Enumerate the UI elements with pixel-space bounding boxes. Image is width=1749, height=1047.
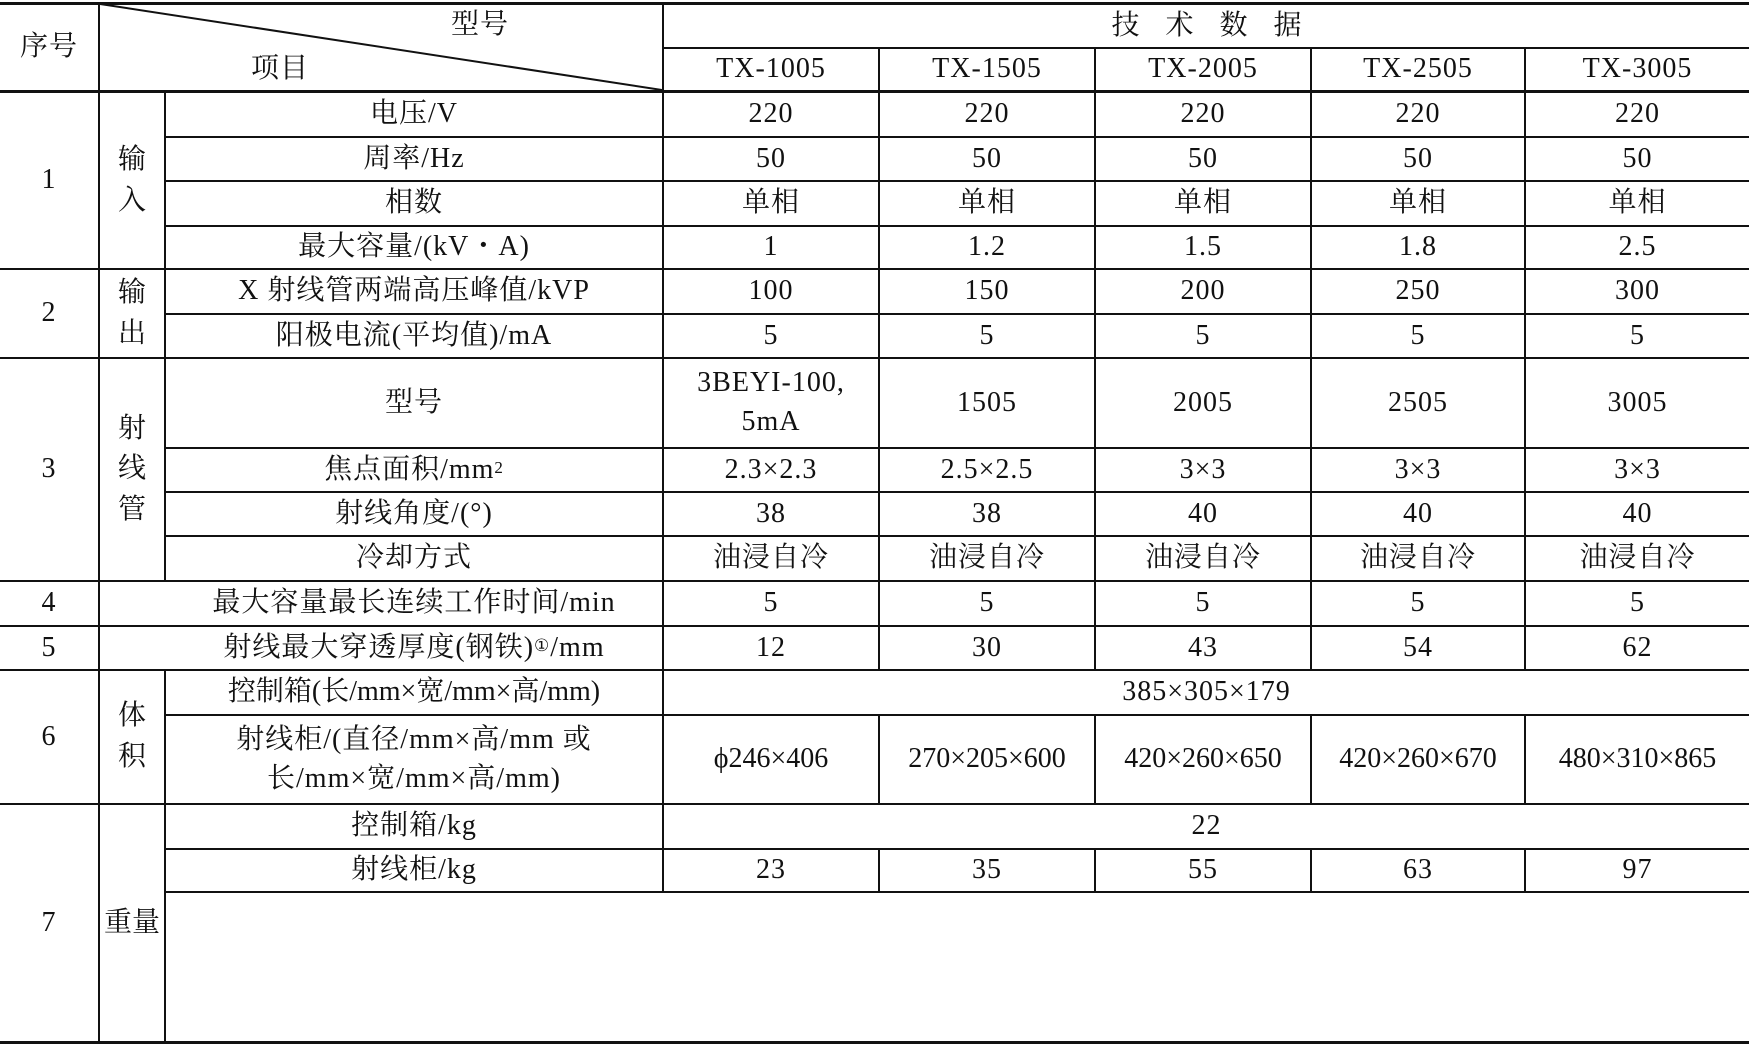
row-peak-kv-value: 300: [1615, 275, 1660, 307]
row-phase-value: 单相: [957, 187, 1016, 219]
row-tube-model-value: 2005: [1173, 386, 1233, 418]
row-ray-cabinet-weight-item: 射线柜/kg: [351, 854, 477, 886]
header-model-tx3005: TX-3005: [1582, 53, 1693, 85]
row-ray-cabinet-weight-value: 35: [972, 854, 1002, 886]
row-voltage-value: 220: [748, 98, 794, 130]
row-ray-angle-value: 40: [1622, 497, 1653, 529]
row-max-work-time-value: 5: [1630, 587, 1645, 619]
row-ray-angle-value: 38: [972, 497, 1002, 529]
row-focal-area-value: 2.5×2.5: [940, 453, 1034, 485]
row-penetration-value: 30: [972, 631, 1002, 663]
row-ray-cabinet-size-value: 420×260×670: [1339, 743, 1497, 775]
row-max-capacity-value: 1.2: [968, 231, 1006, 263]
header-model-tx2005: TX-2005: [1148, 53, 1258, 85]
header-item-label: 项目: [250, 52, 309, 84]
row-max-work-time-value: 5: [979, 587, 995, 619]
row-phase-value: 单相: [1173, 187, 1232, 219]
header-seq-label: 序号: [19, 31, 78, 63]
row-frequency-value: 50: [1622, 142, 1653, 174]
row-max-work-time-value: 5: [1195, 587, 1211, 619]
header-model-tx1505: TX-1505: [932, 53, 1042, 85]
row-ray-angle-item: 射线角度/(°): [335, 497, 493, 529]
row-tube-model-value: 2505: [1388, 386, 1448, 418]
row-peak-kv-item: X 射线管两端高压峰值/kVP: [238, 275, 590, 307]
row-peak-kv-value: 100: [748, 275, 794, 307]
row-ray-cabinet-size-item: 射线柜/(直径/mm×高/mm 或 长/mm×宽/mm×高/mm): [236, 723, 592, 794]
seq-2: 2: [41, 297, 57, 329]
row-ray-angle-value: 40: [1403, 497, 1433, 529]
group-label-output: 输 出: [117, 276, 146, 349]
group-label-weight: 重量: [103, 906, 160, 938]
row-focal-area-value: 3×3: [1179, 453, 1227, 485]
row-anode-current-value: 5: [1195, 319, 1211, 351]
row-anode-current-value: 5: [763, 319, 779, 351]
row-voltage-value: 220: [1180, 98, 1226, 130]
row-frequency-value: 50: [1188, 142, 1218, 174]
row-max-work-time-item: 最大容量最长连续工作时间/min: [212, 587, 616, 619]
row-phase-item: 相数: [384, 187, 443, 219]
row-ray-cabinet-weight-value: 55: [1188, 854, 1218, 886]
row-voltage-value: 220: [1615, 98, 1660, 130]
row-ray-cabinet-weight-value: 23: [756, 854, 786, 886]
row-cooling-value: 油浸自冷: [712, 542, 829, 574]
row-penetration-item: 射线最大穿透厚度(钢铁) ① /mm: [223, 631, 605, 663]
row-peak-kv-value: 250: [1395, 275, 1441, 307]
row-cooling-value: 油浸自冷: [1359, 542, 1476, 574]
seq-4: 4: [41, 587, 57, 619]
header-model-label: 型号: [450, 8, 509, 40]
row-anode-current-value: 5: [1410, 319, 1426, 351]
row-peak-kv-value: 150: [964, 275, 1010, 307]
row-peak-kv-value: 200: [1180, 275, 1226, 307]
row-focal-area-item: 焦点面积/mm $^2$: [324, 453, 504, 485]
row-voltage-value: 220: [1395, 98, 1441, 130]
row-ray-cabinet-size-value: ϕ246×406: [713, 743, 829, 775]
row-max-capacity-value: 1.5: [1184, 231, 1222, 263]
row-max-work-time-value: 5: [1410, 587, 1426, 619]
seq-6: 6: [41, 720, 57, 752]
row-control-box-weight-value: 22: [1191, 810, 1222, 842]
table-bottom-rule: [0, 1041, 1749, 1044]
row-anode-current-value: 5: [979, 319, 995, 351]
row-focal-area-value: 3×3: [1614, 453, 1661, 485]
row-cooling-value: 油浸自冷: [928, 542, 1045, 574]
row-ray-cabinet-weight-value: 63: [1403, 854, 1433, 886]
row-penetration-value: 62: [1622, 631, 1653, 663]
row-anode-current-value: 5: [1630, 319, 1645, 351]
row-ray-cabinet-size-value: 270×205×600: [908, 743, 1066, 775]
row-control-box-weight-item: 控制箱/kg: [351, 810, 477, 842]
row-focal-area-value: 2.3×2.3: [724, 453, 818, 485]
row-phase-value: 单相: [1388, 187, 1447, 219]
row-ray-cabinet-size-value: 420×260×650: [1124, 743, 1282, 775]
seq-3: 3: [41, 453, 57, 485]
row-voltage-item: 电压/V: [369, 98, 458, 130]
row-frequency-value: 50: [1403, 142, 1433, 174]
group-label-input: 输 入: [117, 143, 146, 216]
row-ray-cabinet-size-value: 480×310×865: [1558, 743, 1717, 775]
group-label-tube: 射 线 管: [117, 412, 146, 525]
row-tube-model-item: 型号: [384, 386, 443, 418]
row-focal-area-value: 3×3: [1394, 453, 1442, 485]
row-phase-value: 单相: [1608, 187, 1667, 219]
row-ray-angle-value: 38: [756, 497, 786, 529]
row-frequency-value: 50: [756, 142, 786, 174]
row-penetration-value: 12: [756, 631, 786, 663]
row-max-capacity-value: 1: [763, 231, 779, 263]
row-rule: [166, 891, 1749, 893]
row-tube-model-value: 3BEYI-100, 5mA: [697, 367, 845, 437]
seq-7: 7: [41, 906, 57, 938]
row-anode-current-item: 阳极电流(平均值)/mA: [275, 319, 553, 351]
header-diagonal-line: [100, 4, 662, 92]
row-max-work-time-value: 5: [763, 587, 779, 619]
row-control-box-size-value: 385×305×179: [1122, 676, 1291, 708]
row-penetration-value: 43: [1188, 631, 1218, 663]
row-cooling-value: 油浸自冷: [1144, 542, 1261, 574]
row-control-box-size-item: 控制箱(长/mm×宽/mm×高/mm): [227, 676, 601, 708]
row-tube-model-value: 1505: [957, 386, 1017, 418]
row-ray-cabinet-weight-value: 97: [1622, 854, 1653, 886]
seq-1: 1: [41, 164, 57, 196]
row-frequency-item: 周率/Hz: [363, 142, 465, 174]
row-penetration-value: 54: [1403, 631, 1433, 663]
row-cooling-value: 油浸自冷: [1579, 542, 1696, 574]
header-model-tx1005: TX-1005: [716, 53, 826, 85]
row-tube-model-value: 3005: [1607, 386, 1668, 418]
row-phase-value: 单相: [741, 187, 800, 219]
row-cooling-item: 冷却方式: [355, 542, 472, 574]
row-max-capacity-item: 最大容量/(kV・A): [298, 231, 530, 263]
header-tech-data-label: 技术数据: [1111, 9, 1328, 41]
row-max-capacity-value: 2.5: [1618, 231, 1657, 263]
spec-table: [0, 2, 1749, 1046]
header-model-tx2505: TX-2505: [1363, 53, 1473, 85]
seq-5: 5: [41, 631, 57, 663]
group-label-volume: 体 积: [117, 700, 146, 772]
row-voltage-value: 220: [964, 98, 1010, 130]
row-frequency-value: 50: [972, 142, 1002, 174]
row-ray-angle-value: 40: [1188, 497, 1218, 529]
row-max-capacity-value: 1.8: [1399, 231, 1437, 263]
